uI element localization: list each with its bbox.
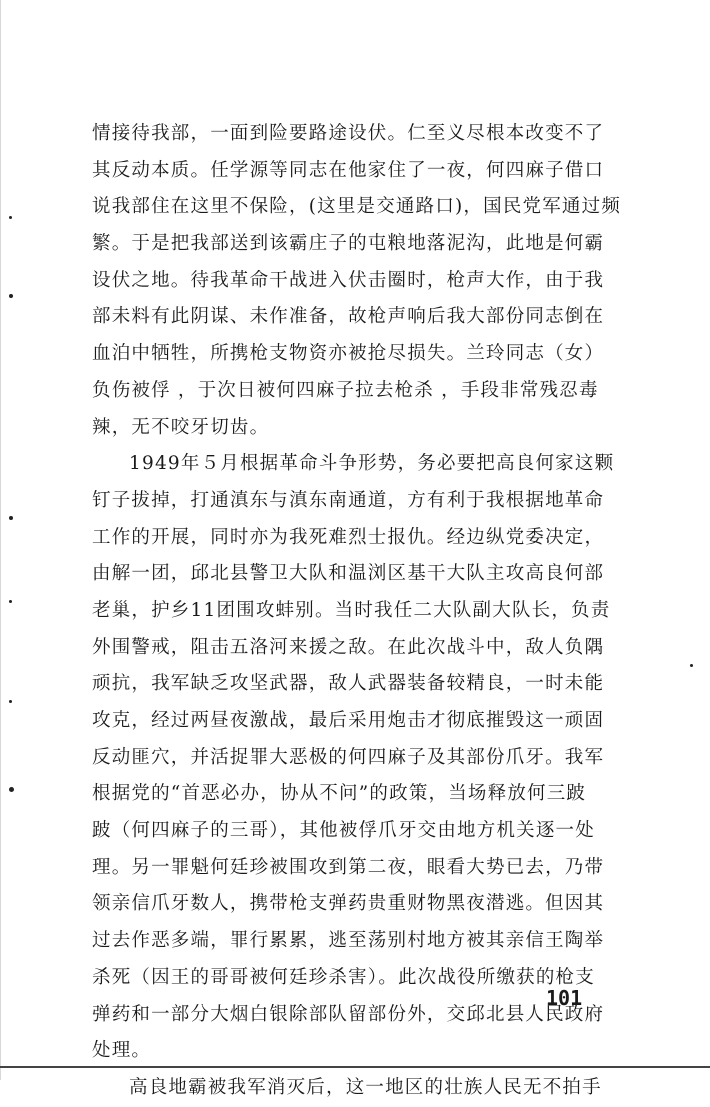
text-line: 繁。于是把我部送到该霸庄子的屯粮地落泥沟，此地是何霸 (92, 233, 605, 255)
text-line: 攻克，经过两昼夜激战，最后采用炮击才彻底摧毁这一顽固 (92, 710, 605, 731)
text-line: 外围警戒，阻击五洛河来援之敌。在此次战斗中，敌人负隅 (92, 636, 605, 658)
text-line: 杀死（因王的哥哥被何廷珍杀害）。此次战役所缴获的枪支 (92, 966, 595, 988)
text-line: 高良地霸被我军消灭后，这一地区的壮族人民无不拍手 (129, 1076, 602, 1098)
text-line: 过去作恶多端，罪行累累，逃至荡别村地方被其亲信王陶举 (92, 930, 605, 952)
text-line: 反动匪穴，并活捉罪大恶极的何四麻子及其部份爪牙。我军 (92, 746, 605, 768)
text-line: 说我部住在这里不保险，(这里是交通路口)，国民党军通过频 (92, 196, 622, 218)
scan-speck (690, 664, 693, 667)
text-line: 顽抗，我军缺乏攻坚武器，敌人武器装备较精良，一时未能 (92, 673, 605, 695)
scan-speck (9, 294, 13, 298)
text-line: 钉子拔掉，打通滇东与滇东南通道，方有利于我根据地革命 (92, 489, 605, 511)
text-line: 情接待我部，一面到险要路途设伏。仁至义尽根本改变不了 (92, 123, 605, 144)
text-line: 设伏之地。待我革命干战进入伏击圈时，枪声大作，由于我 (92, 269, 605, 291)
text-line: 负伤被俘 ，于次日被何四麻子拉去枪杀 ，手段非常残忍毒 (92, 379, 599, 401)
text-line: 辣，无不咬牙切齿。 (92, 416, 270, 438)
body-text (92, 116, 637, 1107)
page-edge (0, 0, 1, 1080)
text-line: 由解一团，邱北县警卫大队和温浏区基干大队主攻高良何部 (92, 563, 605, 585)
paragraph-3 (92, 1070, 637, 1107)
text-line: 部未料有此阴谋、未作准备，故枪声响后我大部份同志倒在 (92, 306, 605, 328)
text-line: 根据党的“首恶必办，协从不问”的政策，当场释放何三跛 (92, 783, 587, 805)
paragraph-1 (92, 116, 637, 446)
page-number: 101 (546, 986, 583, 1010)
scan-speck (9, 216, 12, 219)
text-line: 理。另一罪魁何廷珍被围攻到第二夜，眼看大势已去，乃带 (92, 856, 605, 878)
text-line: 跛（何四麻子的三哥），其他被俘爪牙交由地方机关逐一处 (92, 820, 595, 842)
text-line: 1949年５月根据革命斗争形势，务必要把高良何家这颗 (129, 453, 615, 475)
scan-speck (9, 700, 12, 703)
scan-speck (9, 516, 13, 520)
text-line: 弹药和一部分大烟白银除部队留部份外，交邱北县人民政府 (92, 1003, 605, 1025)
text-line: 老巢，护乡11团围攻蚌别。当时我任二大队副大队长，负责 (92, 599, 611, 621)
text-line: 领亲信爪牙数人，携带枪支弹药贵重财物黑夜潜逃。但因其 (92, 893, 605, 915)
text-line: 处理。 (92, 1040, 152, 1062)
text-line: 血泊中牺牲，所携枪支物资亦被抢尽损失。兰玲同志（女） (92, 343, 605, 365)
paragraph-2 (92, 446, 637, 1070)
text-line: 其反动本质。任学源等同志在他家住了一夜，何四麻子借口 (92, 159, 605, 181)
text-line: 工作的开展，同时亦为我死难烈士报仇。经边纵党委决定， (92, 526, 605, 548)
bottom-rule (0, 1066, 710, 1068)
scan-speck (9, 787, 14, 792)
scan-speck (9, 600, 12, 603)
